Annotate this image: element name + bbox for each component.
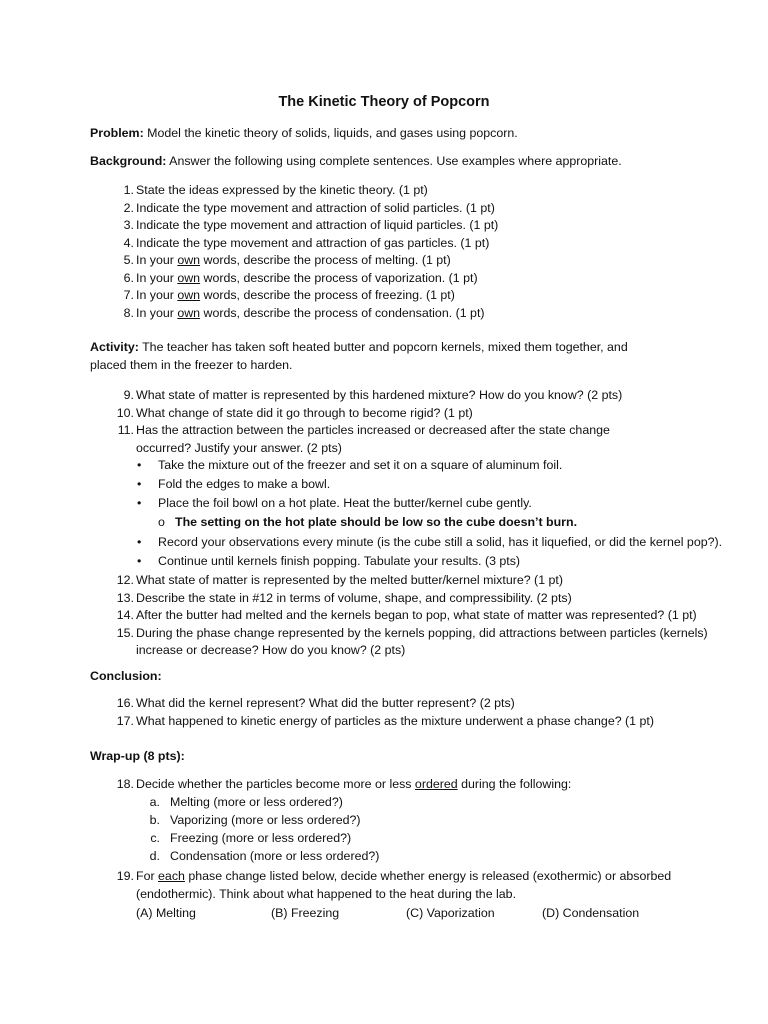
item-text: Indicate the type movement and attraction of gas particles. (1 pt) bbox=[136, 235, 490, 250]
item-number: 7. bbox=[123, 288, 134, 302]
item-letter: b. bbox=[149, 813, 160, 827]
item-text: Indicate the type movement and attraction of solid particles. (1 pt) bbox=[136, 200, 495, 215]
bullet-marker: • bbox=[137, 496, 142, 510]
activity-label: Activity: bbox=[90, 340, 139, 354]
item-text: Describe the state in #12 in terms of volume, shape, and compressibility. (2 pts) bbox=[136, 590, 572, 605]
option-d: (D) Condensation bbox=[542, 906, 640, 920]
item-text: In your own words, describe the process of melting. (1 pt) bbox=[136, 253, 451, 267]
bullet-marker: • bbox=[137, 477, 142, 491]
item-number: 15. bbox=[116, 625, 134, 640]
activity-paragraph bbox=[90, 339, 690, 374]
item-text: Condensation (more or less ordered?) bbox=[170, 849, 380, 863]
wrapup-heading: Wrap-up (8 pts): bbox=[90, 749, 185, 763]
item-number: 13. bbox=[116, 590, 134, 605]
option-c: (C) Vaporization bbox=[406, 906, 495, 920]
item-text: In your own words, describe the process of freezing. (1 pt) bbox=[136, 288, 455, 302]
item-number: 17. bbox=[116, 713, 134, 728]
item-text: increase or decrease? How do you know? (2 pts) bbox=[136, 643, 406, 657]
item-letter: c. bbox=[150, 831, 160, 845]
item-text: State the ideas expressed by the kinetic theory. (1 pt) bbox=[136, 183, 428, 197]
item-text: What change of state did it go through to become rigid? (1 pt) bbox=[136, 405, 473, 420]
item-number: 8. bbox=[123, 305, 134, 320]
item-text: occurred? Justify your answer. (2 pts) bbox=[136, 440, 342, 455]
item-letter: a. bbox=[149, 795, 160, 809]
bullet-marker: • bbox=[137, 458, 142, 472]
bullet-text: Place the foil bowl on a hot plate. Heat the butter/kernel cube gently. bbox=[158, 496, 532, 510]
bullet-text: Take the mixture out of the freezer and set it on a square of aluminum foil. bbox=[158, 458, 563, 472]
item-number: 6. bbox=[123, 270, 134, 285]
item-letter: d. bbox=[149, 849, 160, 863]
activity-text-line1: The teacher has taken soft heated butter and popcorn kernels, mixed them together, and bbox=[138, 340, 628, 354]
item-number: 11. bbox=[117, 423, 134, 437]
item-number: 3. bbox=[123, 218, 134, 232]
background-label: Background: bbox=[90, 154, 167, 168]
item-number: 4. bbox=[123, 235, 134, 250]
bullet-text: Continue until kernels finish popping. Tabulate your results. (3 pts) bbox=[158, 554, 521, 568]
problem-line bbox=[90, 125, 690, 143]
item-text: What state of matter is represented by this hardened mixture? How do you know? (2 pts) bbox=[136, 388, 623, 402]
item-number: 2. bbox=[123, 200, 134, 215]
item-text: In your own words, describe the process of condensation. (1 pt) bbox=[136, 305, 485, 320]
item-number: 9. bbox=[123, 388, 134, 402]
bullet-text: Fold the edges to make a bowl. bbox=[158, 477, 331, 491]
background-line bbox=[90, 153, 690, 171]
item-text: During the phase change represented by the kernels popping, did attractions between particles (kernels) bbox=[136, 625, 708, 640]
item-text: In your own words, describe the process of vaporization. (1 pt) bbox=[136, 270, 478, 285]
bullet-marker: • bbox=[137, 535, 142, 549]
option-a: (A) Melting bbox=[136, 906, 196, 920]
item-text: For each phase change listed below, decide whether energy is released (exothermic) or absorbed bbox=[136, 869, 672, 883]
item-number: 14. bbox=[116, 608, 134, 622]
item-number: 10. bbox=[116, 405, 134, 420]
item-text: What state of matter is represented by the melted butter/kernel mixture? (1 pt) bbox=[136, 573, 563, 587]
item-number: 1. bbox=[123, 183, 134, 197]
option-b: (B) Freezing bbox=[271, 906, 340, 920]
problem-label: Problem: bbox=[90, 126, 144, 140]
conclusion-heading: Conclusion: bbox=[90, 669, 162, 683]
item-number: 19. bbox=[116, 869, 134, 883]
item-number: 12. bbox=[116, 573, 134, 587]
sub-bullet-text: The setting on the hot plate should be low so the cube doesn’t burn. bbox=[175, 515, 578, 529]
problem-text: Model the kinetic theory of solids, liquids, and gases using popcorn. bbox=[143, 126, 518, 140]
item-text: Melting (more or less ordered?) bbox=[170, 795, 343, 809]
item-number: 16. bbox=[116, 696, 134, 710]
item-text: Vaporizing (more or less ordered?) bbox=[170, 813, 361, 827]
item-number: 5. bbox=[123, 253, 134, 267]
item-text: What happened to kinetic energy of particles as the mixture underwent a phase change? (1 pt) bbox=[136, 713, 654, 728]
background-text: Answer the following using complete sentences. Use examples where appropriate. bbox=[166, 154, 622, 168]
item-text: Has the attraction between the particles increased or decreased after the state change bbox=[136, 423, 610, 437]
item-number: 18. bbox=[116, 777, 134, 791]
item-text: (endothermic). Think about what happened to the heat during the lab. bbox=[136, 887, 517, 901]
bullet-marker: • bbox=[137, 554, 142, 568]
bullet-text: Record your observations every minute (is the cube still a solid, has it liquefied, or did the kernel pop?). bbox=[158, 535, 723, 549]
item-text: Freezing (more or less ordered?) bbox=[170, 831, 352, 845]
activity-text-line2: placed them in the freezer to harden. bbox=[90, 357, 293, 372]
item-text: Decide whether the particles become more or less ordered during the following: bbox=[136, 777, 572, 791]
item-text: Indicate the type movement and attraction of liquid particles. (1 pt) bbox=[136, 218, 499, 232]
item-text: After the butter had melted and the kernels began to pop, what state of matter was represented? (1 pt) bbox=[136, 608, 697, 622]
page-title: The Kinetic Theory of Popcorn bbox=[278, 94, 490, 110]
sub-bullet-marker: o bbox=[158, 515, 165, 529]
item-text: What did the kernel represent? What did the butter represent? (2 pts) bbox=[136, 696, 515, 710]
